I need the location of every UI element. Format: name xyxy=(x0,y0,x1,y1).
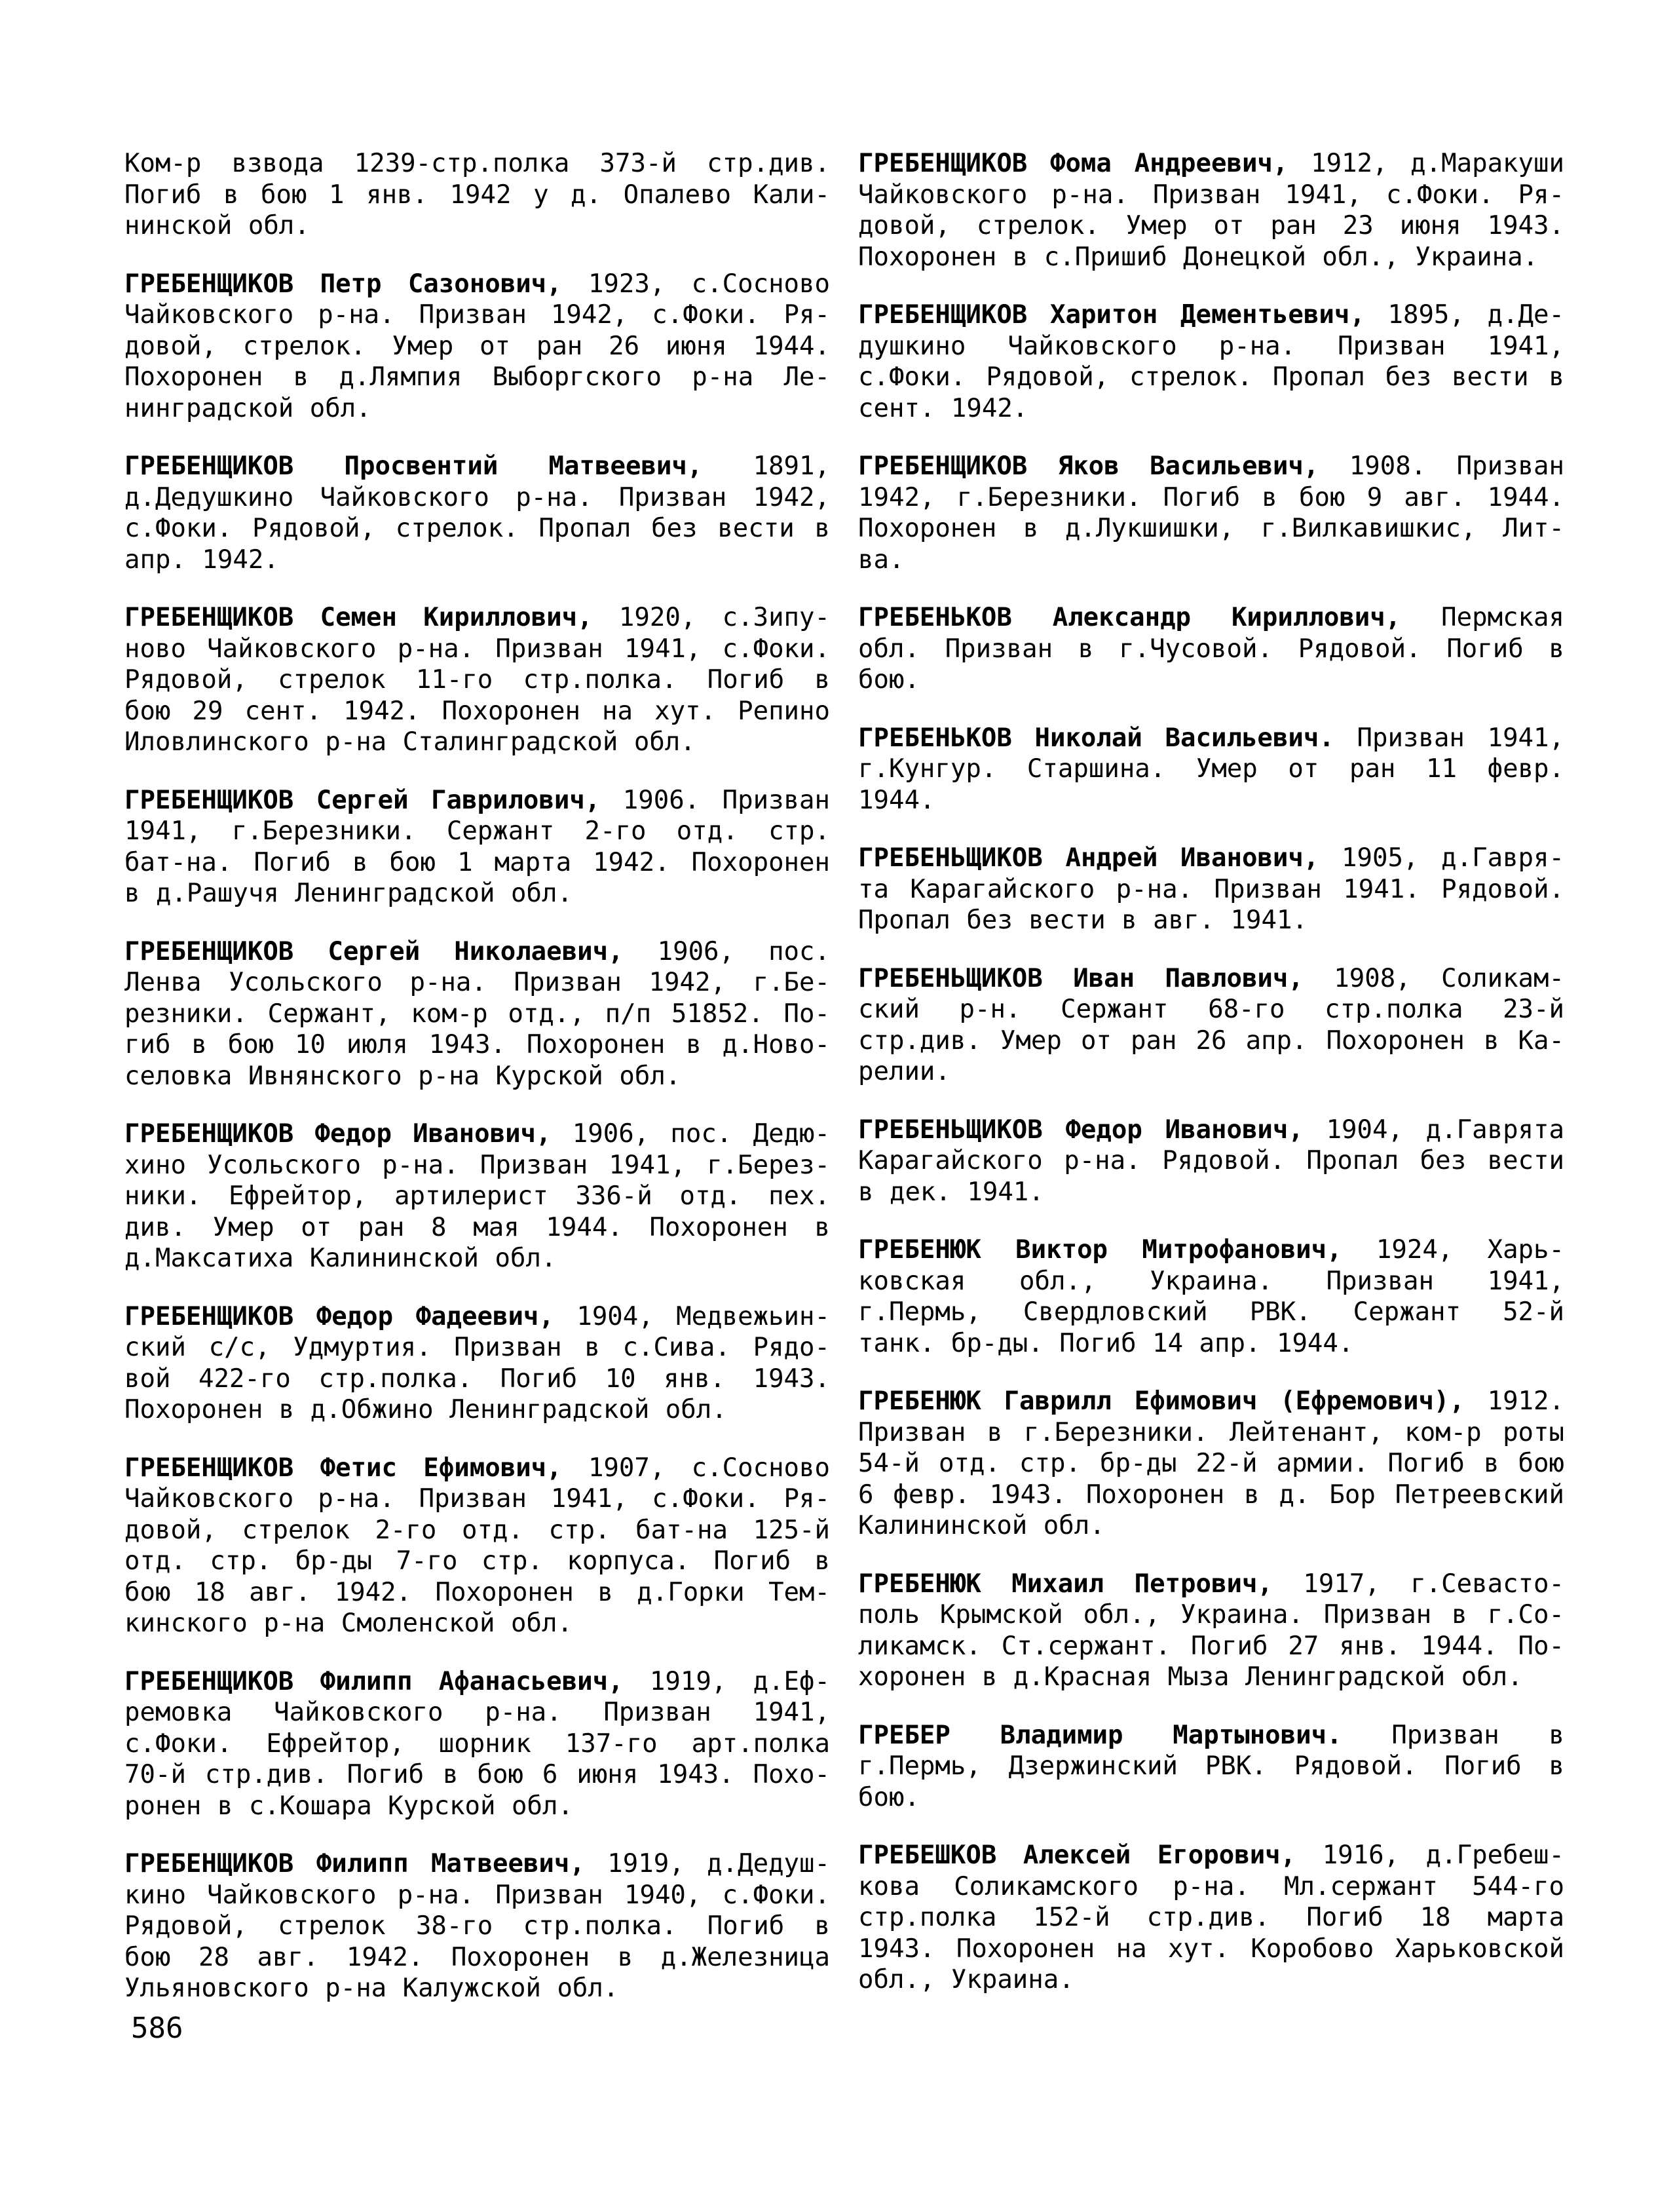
entry-line: селовка Ивнянского р-на Курской обл. xyxy=(124,1061,681,1091)
entry-line: довой, стрелок 2-го отд. стр. бат-на 125-й xyxy=(124,1515,830,1545)
entry-line: г.Пермь, Дзержинский РВК. Рядовой. Погиб в xyxy=(858,1751,1564,1781)
entry-line: ГРЕБЕШКОВ Алексей Егорович, 1916, д.Гребеш- xyxy=(858,1840,1564,1870)
entry-name-bold: ГРЕБЕНЩИКОВ Федор Иванович, xyxy=(124,1119,552,1149)
entry-name-bold: ГРЕБЕНЩИКОВ Сергей Николаевич, xyxy=(124,936,624,966)
entry-line: бою. xyxy=(858,1782,920,1812)
entry-line: обл., Украина. xyxy=(858,1965,1074,1994)
entry-line: Рядовой, стрелок 38-го стр.полка. Погиб в xyxy=(124,1911,830,1941)
memorial-entry xyxy=(858,1386,1564,1542)
memorial-entry xyxy=(858,1840,1564,1996)
entry-line: 1943. Похоронен на хут. Коробово Харьковской xyxy=(858,1934,1564,1964)
entry-line: релии. xyxy=(858,1057,950,1086)
entry-name-bold: ГРЕБЕНЩИКОВ Семен Кириллович, xyxy=(124,603,593,632)
entry-name-bold: ГРЕБЕНЩИКОВ Фома Андреевич, xyxy=(858,149,1289,178)
entry-line: кова Соликамского р-на. Мл.сержант 544-го xyxy=(858,1871,1564,1901)
entry-line: ГРЕБЕНЩИКОВ Филипп Матвеевич, 1919, д.Дедуш- xyxy=(124,1849,830,1878)
entry-line: бою 28 авг. 1942. Похоронен в д.Железница xyxy=(124,1942,830,1972)
entry-line: душкино Чайковского р-на. Призван 1941, xyxy=(858,331,1564,361)
entry-line: ронен в с.Кошара Курской обл. xyxy=(124,1791,573,1821)
entry-line: ГРЕБЕНЩИКОВ Просвентий Матвеевич, 1891, xyxy=(124,451,830,481)
entry-line: хино Усольского р-на. Призван 1941, г.Берез- xyxy=(124,1150,830,1180)
entry-name-bold: ГРЕБЕНЮК Гаврилл Ефимович (Ефремович), xyxy=(858,1386,1465,1416)
entry-line: бою 29 сент. 1942. Похоронен на хут. Репино xyxy=(124,696,830,726)
entry-line: Ленва Усольского р-на. Призван 1942, г.Бе- xyxy=(124,968,830,997)
entry-name-bold: ГРЕБЕНЬКОВ Александр Кириллович, xyxy=(858,603,1401,632)
memorial-entry xyxy=(858,602,1564,696)
entry-line: стр.полка 152-й стр.див. Погиб 18 марта xyxy=(858,1903,1564,1932)
memorial-entry xyxy=(858,1720,1564,1814)
entry-line: бою. xyxy=(858,665,920,695)
entry-line: Призван в г.Березники. Лейтенант, ком-р роты xyxy=(858,1417,1564,1447)
entry-line: г.Кунгур. Старшина. Умер от ран 11 февр. xyxy=(858,754,1564,784)
entry-line: ский р-н. Сержант 68-го стр.полка 23-й xyxy=(858,995,1564,1024)
entry-name-bold: ГРЕБЕНЬЩИКОВ Федор Иванович, xyxy=(858,1115,1304,1145)
entry-line: ново Чайковского р-на. Призван 1941, с.Фоки. xyxy=(124,634,830,664)
entry-line: ГРЕБЕНЩИКОВ Сергей Гаврилович, 1906. Призван xyxy=(124,785,830,815)
entry-line: д.Максатиха Калининской обл. xyxy=(124,1244,557,1273)
entry-line: Рядовой, стрелок 11-го стр.полка. Погиб в xyxy=(124,665,830,695)
entry-name-bold: ГРЕБЕНЩИКОВ Харитон Дементьевич, xyxy=(858,300,1365,330)
entry-line: в д.Рашучя Ленинградской обл. xyxy=(124,879,573,908)
entry-line: ГРЕБЕНЬЩИКОВ Иван Павлович, 1908, Соликам- xyxy=(858,963,1564,993)
entry-line: ГРЕБЕНЩИКОВ Филипп Афанасьевич, 1919, д.Еф- xyxy=(124,1666,830,1696)
entry-line: кино Чайковского р-на. Призван 1940, с.Фоки. xyxy=(124,1880,830,1910)
entry-line: ГРЕБЕНЩИКОВ Харитон Дементьевич, 1895, д.Де- xyxy=(858,300,1564,330)
entry-line: резники. Сержант, ком-р отд., п/п 51852. По- xyxy=(124,999,830,1029)
entry-line: ГРЕБЕНЩИКОВ Фетис Ефимович, 1907, с.Сосново xyxy=(124,1453,830,1483)
entry-line: с.Фоки. Ефрейтор, шорник 137-го арт.полка xyxy=(124,1728,830,1759)
entry-line: стр.див. Умер от ран 26 апр. Похоронен в Ка- xyxy=(858,1025,1564,1056)
memorial-entry xyxy=(124,269,830,425)
memorial-entry xyxy=(858,963,1564,1088)
entry-line: поль Крымской обл., Украина. Призван в г.Со- xyxy=(858,1600,1564,1630)
entry-line: 54-й отд. стр. бр-ды 22-й армии. Погиб в бою xyxy=(858,1449,1564,1478)
entry-line: ский с/с, Удмуртия. Призван в с.Сива. Рядо- xyxy=(124,1333,830,1362)
entry-line: Пропал без вести в авг. 1941. xyxy=(858,906,1308,935)
entry-line: д.Дедушкино Чайковского р-на. Призван 1942, xyxy=(124,482,830,512)
entry-name-bold: ГРЕБЕНЩИКОВ Яков Васильевич, xyxy=(858,451,1319,481)
memorial-entry xyxy=(124,1301,830,1426)
entry-line: Ульяновского р-на Калужской обл. xyxy=(124,1974,619,2003)
entry-line: довой, стрелок. Умер от ран 26 июня 1944. xyxy=(124,331,830,361)
entry-line: ГРЕБЕНЩИКОВ Яков Васильевич, 1908. Призван xyxy=(858,451,1564,481)
entry-line: Погиб в бою 1 янв. 1942 у д. Опалево Кали- xyxy=(124,180,830,210)
entry-line: ГРЕБЕНЮК Гаврилл Ефимович (Ефремович), 1912. xyxy=(858,1386,1564,1416)
entry-name-bold: ГРЕБЕНЬКОВ Николай Васильевич. xyxy=(858,723,1334,753)
entry-line: 1941, г.Березники. Сержант 2-го отд. стр. xyxy=(124,816,830,846)
entry-line: Иловлинского р-на Сталинградской обл. xyxy=(124,727,696,757)
entry-line: нинградской обл. xyxy=(124,393,371,423)
entry-line: 1944. xyxy=(858,785,935,815)
memorial-entry xyxy=(858,451,1564,575)
entry-line: ГРЕБЕНЩИКОВ Сергей Николаевич, 1906, пос. xyxy=(124,936,830,966)
entry-line: ликамск. Ст.сержант. Погиб 27 янв. 1944. По- xyxy=(858,1631,1564,1661)
entry-line: ГРЕБЕНЩИКОВ Семен Кириллович, 1920, с.Зипу- xyxy=(124,603,830,632)
entry-line: див. Умер от ран 8 мая 1944. Похоронен в xyxy=(124,1212,830,1242)
memorial-entry xyxy=(858,299,1564,424)
entry-line: апр. 1942. xyxy=(124,544,279,575)
entry-line: Калининской обл. xyxy=(858,1511,1105,1540)
entry-line: кинского р-на Смоленской обл. xyxy=(124,1609,573,1638)
entry-line: вой 422-го стр.полка. Погиб 10 янв. 1943. xyxy=(124,1363,830,1394)
entry-line: Похоронен в с.Пришиб Донецкой обл., Украина. xyxy=(858,242,1539,272)
entry-name-bold: ГРЕБЕНЩИКОВ Филипп Афанасьевич, xyxy=(124,1666,624,1696)
entry-line: ГРЕБЕНЬЩИКОВ Федор Иванович, 1904, д.Гаврята xyxy=(858,1115,1564,1145)
memorial-entry xyxy=(124,1453,830,1639)
entry-line: ГРЕБЕНЬКОВ Николай Васильевич. Призван 1941, xyxy=(858,723,1564,753)
memorial-entry xyxy=(124,148,830,242)
entry-line: ва. xyxy=(858,544,905,575)
entry-line: бою 18 авг. 1942. Похоронен в д.Горки Тем- xyxy=(124,1577,830,1607)
entry-line: с.Фоки. Рядовой, стрелок. Пропал без вести в xyxy=(124,514,830,543)
entry-line: 6 февр. 1943. Похоронен в д. Бор Петреевский xyxy=(858,1479,1564,1510)
entry-name-bold: ГРЕБЕШКОВ Алексей Егорович, xyxy=(858,1840,1296,1870)
memorial-entry xyxy=(858,723,1564,816)
entry-line: ковская обл., Украина. Призван 1941, xyxy=(858,1266,1564,1296)
memorial-entry xyxy=(124,1666,830,1822)
entry-line: гиб в бою 10 июля 1943. Похоронен в д.Ново- xyxy=(124,1030,830,1059)
entry-line: г.Пермь, Свердловский РВК. Сержант 52-й xyxy=(858,1297,1564,1327)
entry-line: ГРЕБЕНЬКОВ Александр Кириллович, Пермская xyxy=(858,603,1564,632)
entry-name-bold: ГРЕБЕНЩИКОВ Сергей Гаврилович, xyxy=(124,785,601,815)
entry-name-bold: ГРЕБЕНЮК Михаил Петрович, xyxy=(858,1569,1273,1599)
entry-line: Похоронен в д.Обжино Ленинградской обл. xyxy=(124,1395,727,1424)
entry-line: Ком-р взвода 1239-стр.полка 373-й стр.див. xyxy=(124,149,830,178)
entry-line: танк. бр-ды. Погиб 14 апр. 1944. xyxy=(858,1328,1354,1358)
memorial-entry xyxy=(124,602,830,758)
entry-line: довой, стрелок. Умер от ран 23 июня 1943. xyxy=(858,211,1564,240)
entry-line: ГРЕБЕНЩИКОВ Федор Иванович, 1906, пос. Дедю- xyxy=(124,1119,830,1149)
entry-line: ГРЕБЕНЮК Михаил Петрович, 1917, г.Севасто- xyxy=(858,1569,1564,1599)
entry-line: сент. 1942. xyxy=(858,393,1028,423)
memorial-entry xyxy=(124,1848,830,2004)
memorial-entry xyxy=(858,843,1564,936)
entry-line: Похоронен в д.Лукшишки, г.Вилкавишкис, Лит- xyxy=(858,514,1564,543)
entry-line: 1942, г.Березники. Погиб в бою 9 авг. 1944. xyxy=(858,482,1564,512)
memorial-entry xyxy=(124,785,830,909)
entry-line: в дек. 1941. xyxy=(858,1177,1044,1207)
entry-line: обл. Призван в г.Чусовой. Рядовой. Погиб в xyxy=(858,634,1564,664)
entry-line: Чайковского р-на. Призван 1942, с.Фоки. Ря- xyxy=(124,300,830,330)
entry-line: отд. стр. бр-ды 7-го стр. корпуса. Погиб в xyxy=(124,1546,830,1576)
entry-name-bold: ГРЕБЕНЮК Виктор Митрофанович, xyxy=(858,1235,1342,1265)
memorial-entry xyxy=(858,148,1564,273)
entry-line: хоронен в д.Красная Мыза Ленинградской обл. xyxy=(858,1662,1523,1692)
entry-line: ГРЕБЕНЬЩИКОВ Андрей Иванович, 1905, д.Гавря- xyxy=(858,843,1564,873)
entry-name-bold: ГРЕБЕР Владимир Мартынович. xyxy=(858,1720,1342,1750)
entry-name-bold: ГРЕБЕНЩИКОВ Просвентий Матвеевич, xyxy=(124,451,703,481)
entry-name-bold: ГРЕБЕНЬЩИКОВ Андрей Иванович, xyxy=(858,843,1319,873)
entry-line: Карагайского р-на. Рядовой. Пропал без вести xyxy=(858,1146,1564,1175)
memorial-entry xyxy=(124,936,830,1092)
entry-name-bold: ГРЕБЕНЩИКОВ Фетис Ефимович, xyxy=(124,1453,562,1483)
entry-line: ГРЕБЕНЩИКОВ Петр Сазонович, 1923, с.Сосново xyxy=(124,269,830,299)
entry-name-bold: ГРЕБЕНЩИКОВ Федор Фадеевич, xyxy=(124,1301,554,1331)
entry-line: ГРЕБЕР Владимир Мартынович. Призван в xyxy=(858,1720,1564,1750)
entry-name-bold: ГРЕБЕНЩИКОВ Филипп Матвеевич, xyxy=(124,1849,585,1878)
entry-line: ГРЕБЕНЮК Виктор Митрофанович, 1924, Харь- xyxy=(858,1235,1564,1265)
entry-line: бат-на. Погиб в бою 1 марта 1942. Похоронен xyxy=(124,847,830,877)
memorial-entry xyxy=(124,1118,830,1274)
entry-line: Похоронен в д.Лямпия Выборгского р-на Ле- xyxy=(124,362,830,392)
entry-name-bold: ГРЕБЕНЬЩИКОВ Иван Павлович, xyxy=(858,963,1304,993)
left-column xyxy=(124,148,830,2004)
entry-line: ГРЕБЕНЩИКОВ Федор Фадеевич, 1904, Медвежьин- xyxy=(124,1301,830,1331)
entry-line: с.Фоки. Рядовой, стрелок. Пропал без вести в xyxy=(858,362,1564,392)
right-column xyxy=(858,148,1564,1996)
entry-line: та Карагайского р-на. Призван 1941. Рядовой. xyxy=(858,874,1564,904)
memorial-entry xyxy=(858,1569,1564,1693)
entry-line: Чайковского р-на. Призван 1941, с.Фоки. Ря- xyxy=(124,1484,830,1514)
memorial-entry xyxy=(858,1115,1564,1208)
memorial-entry xyxy=(124,451,830,575)
entry-name-bold: ГРЕБЕНЩИКОВ Петр Сазонович, xyxy=(124,269,562,299)
entry-line: нинской обл. xyxy=(124,211,310,240)
page-number: 586 xyxy=(131,2012,183,2045)
entry-line: ники. Ефрейтор, артилерист 336-й отд. пех. xyxy=(124,1181,830,1211)
memorial-entry xyxy=(858,1234,1564,1359)
entry-line: Чайковского р-на. Призван 1941, с.Фоки. Ря- xyxy=(858,180,1564,210)
entry-line: ГРЕБЕНЩИКОВ Фома Андреевич, 1912, д.Маракуши xyxy=(858,149,1564,178)
entry-line: 70-й стр.див. Погиб в бою 6 июня 1943. Похо- xyxy=(124,1760,830,1789)
entry-line: ремовка Чайковского р-на. Призван 1941, xyxy=(124,1698,830,1727)
